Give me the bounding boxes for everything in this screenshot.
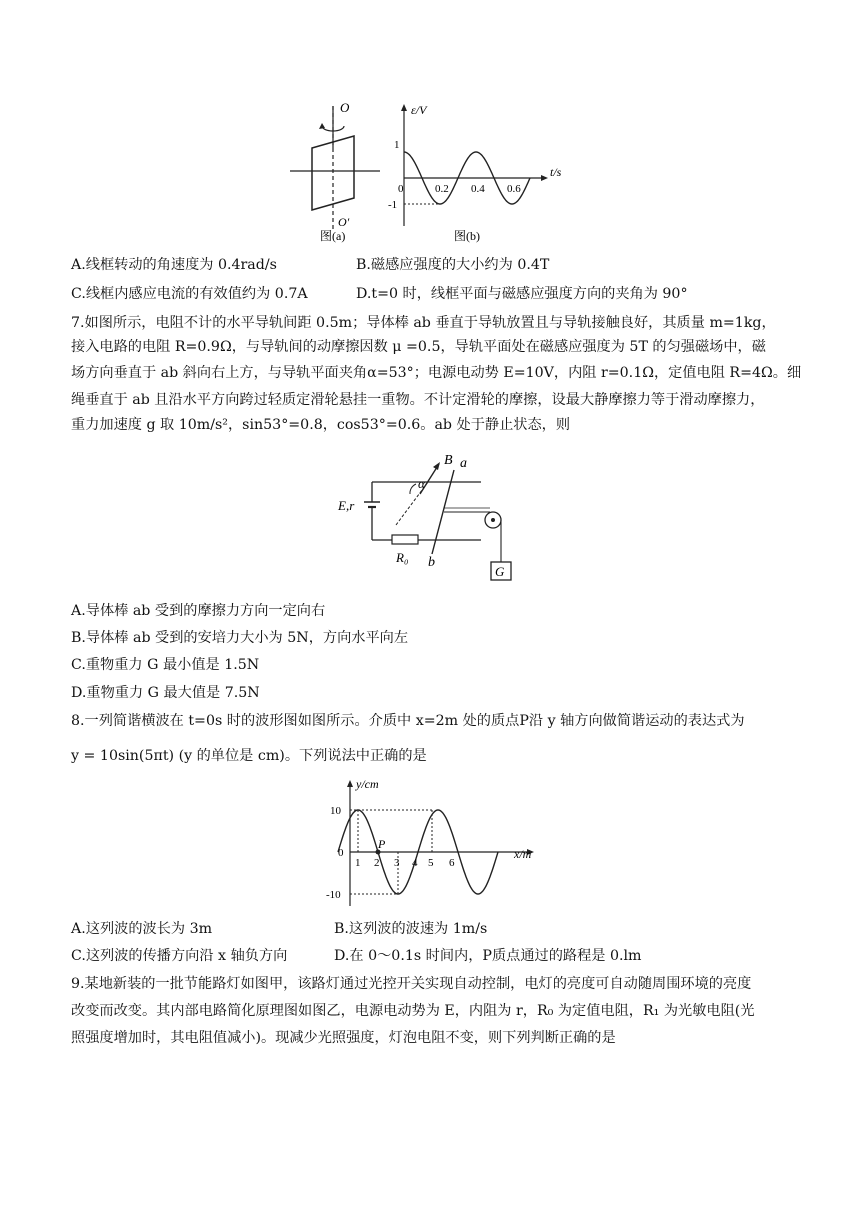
q8-ytick-10: 10 [330,805,341,817]
q6-b-ytick-1: 1 [394,139,400,151]
q8-label-p: P [378,837,386,851]
q6-b-ytick-m1: -1 [388,199,398,211]
q6-b-xtick-02: 0.2 [435,183,449,195]
q9-line-1: 9.某地新装的一批节能路灯如图甲，该路灯通过光控开关实现自动控制，电灯的亮度可自动随周围环境的亮度 [71,976,752,992]
q9-line-3: 照强度增加时，其电阻值减小)。现减少光照强度，灯泡电阻不变，则下列判断正确的是 [71,1030,616,1046]
q7-line-5: 重力加速度 g 取 10m/s²，sin53°=0.8，cos53°=0.6。ab 处于静止状态，则 [71,417,571,433]
q7-label-er: E,r [338,498,355,513]
q8-ytick-0: 0 [338,847,344,859]
q8-xtick-3: 3 [394,857,400,869]
q7-option-b: B.导体棒 ab 受到的安培力大小为 5N，方向水平向左 [71,630,409,646]
q8-xtick-4: 4 [412,857,418,869]
q7-figure [336,450,526,588]
q6-figure-a [290,100,380,243]
q7-label-a: a [460,456,467,471]
q8-line-2: y = 10sin(5πt) (y 的单位是 cm)。下列说法中正确的是 [71,748,427,764]
q6-figure-b [388,103,562,243]
q8-option-c: C.这列波的传播方向沿 x 轴负方向 [71,948,288,964]
q7-option-d: D.重物重力 G 最大值是 7.5N [71,685,260,701]
q6-a-caption: 图(a) [320,229,346,243]
q8-xtick-5: 5 [428,857,434,869]
q6-b-xtick-0: 0 [398,183,404,195]
q7-line-1: 7.如图所示，电阻不计的水平导轨间距 0.5m；导体棒 ab 垂直于导轨放置且与导轨接触良好，其质量 m=1kg， [71,315,776,331]
q6-b-y-label: ε/V [411,103,427,117]
q6-option-b: B.磁感应强度的大小约为 0.4T [356,257,550,273]
q8-x-label: x/m [514,847,532,861]
q6-figure [284,98,580,244]
q6-b-xtick-04: 0.4 [471,183,485,195]
q6-b-x-label: t/s [550,165,562,179]
q7-label-b-field: B [444,453,453,468]
q8-ytick-m10: -10 [326,889,341,901]
q6-option-c: C.线框内感应电流的有效值约为 0.7A [71,286,308,302]
q8-y-label: y/cm [356,777,379,791]
q7-line-2: 接入电路的电阻 R=0.9Ω，与导轨间的动摩擦因数 μ =0.5，导轨平面处在磁感应强度为 5T 的匀强磁场中，磁 [71,339,766,355]
q7-label-alpha: α [418,476,425,491]
q8-option-b: B.这列波的波速为 1m/s [334,921,488,937]
q7-label-g: G [495,564,505,579]
q8-xtick-2: 2 [374,857,380,869]
q7-label-r0: R₀ [396,550,409,565]
q6-b-caption: 图(b) [454,229,480,243]
q8-option-a: A.这列波的波长为 3m [71,921,213,937]
q8-xtick-1: 1 [355,857,361,869]
q7-line-3: 场方向垂直于 ab 斜向右上方，与导轨平面夹角α=53°；电源电动势 E=10V，内阻 r=0.1Ω，定值电阻 R=4Ω。细 [71,365,802,381]
q6-option-d: D.t=0 时，线框平面与磁感应强度方向的夹角为 90° [356,286,688,302]
q7-label-b-rod: b [428,555,435,570]
q9-line-2: 改变而改变。其内部电路简化原理图如图乙，电源电动势为 E，内阻为 r，R₀ 为定值电阻，R₁ 为光敏电阻(光 [71,1003,755,1019]
q6-b-xtick-06: 0.6 [507,183,521,195]
q6-option-a: A.线框转动的角速度为 0.4rad/s [71,257,277,273]
q8-line-1: 8.一列简谐横波在 t=0s 时的波形图如图所示。介质中 x=2m 处的质点P沿 y 轴方向做简谐运动的表达式为 [71,713,745,729]
q7-option-c: C.重物重力 G 最小值是 1.5N [71,657,260,673]
q7-option-a: A.导体棒 ab 受到的摩擦力方向一定向右 [71,603,326,619]
q6-a-label-o: O [340,100,350,115]
q7-line-4: 绳垂直于 ab 且沿水平方向跨过轻质定滑轮悬挂一重物。不计定滑轮的摩擦，设最大静摩擦力等于滑动摩擦力， [71,392,765,408]
q8-option-d: D.在 0～0.1s 时间内，P质点通过的路程是 0.lm [334,948,642,964]
q8-xtick-6: 6 [449,857,455,869]
q8-figure [318,774,544,912]
q6-a-label-o2: O′ [338,215,350,229]
